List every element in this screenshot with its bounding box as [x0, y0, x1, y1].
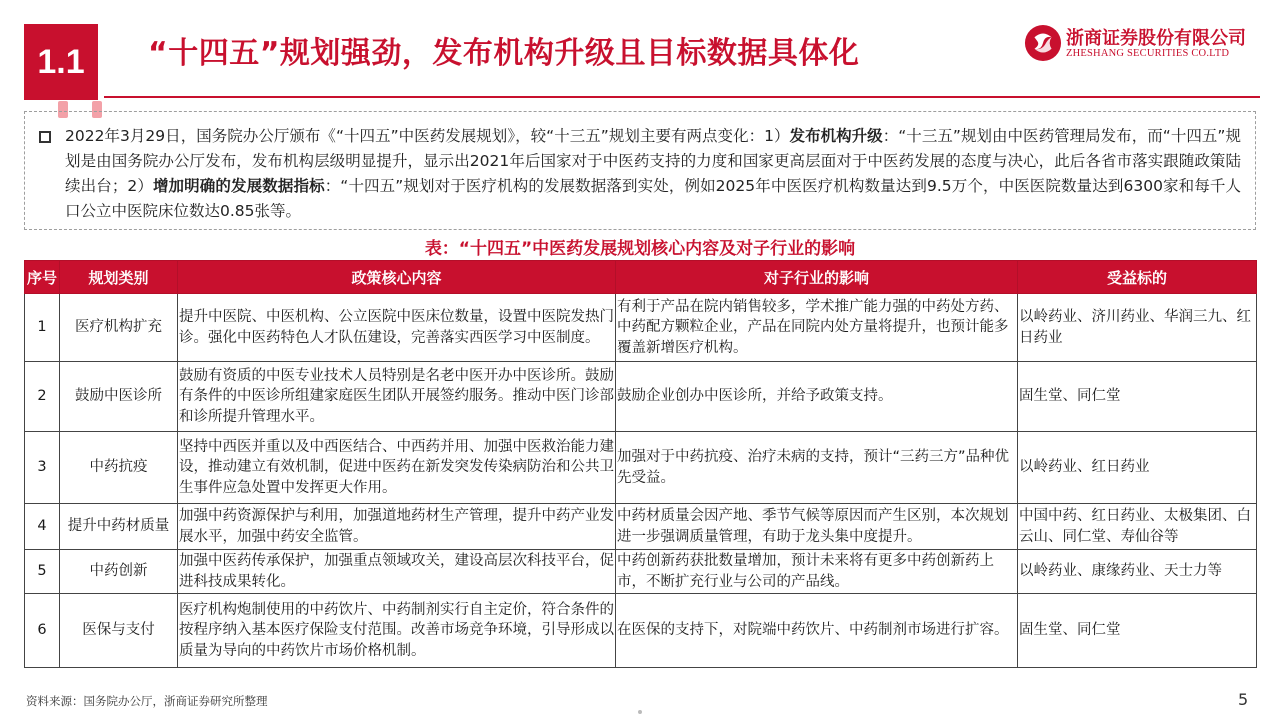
row-beneficiaries: 中国中药、红日药业、太极集团、白云山、同仁堂、寿仙谷等 — [1018, 504, 1257, 550]
row-impact: 加强对于中药抗疫、治疗未病的支持，预计“三药三方”品种优先受益。 — [616, 432, 1018, 504]
header-category: 规划类别 — [60, 261, 178, 294]
row-category: 医疗机构扩充 — [60, 294, 178, 362]
row-impact: 中药创新药获批数量增加，预计未来将有更多中药创新药上市，不断扩充行业与公司的产品线。 — [616, 550, 1018, 594]
row-num: 5 — [25, 550, 60, 594]
row-num: 2 — [25, 362, 60, 432]
table-title: 表：“十四五”中医药发展规划核心内容及对子行业的影响 — [424, 239, 856, 259]
header-beneficiaries: 受益标的 — [1018, 261, 1257, 294]
row-content: 鼓励有资质的中医专业技术人员特别是名老中医开办中医诊所。鼓励有条件的中医诊所组建家庭医生团队开展签约服务。推动中医门诊部和诊所提升管理水平。 — [178, 362, 616, 432]
row-beneficiaries: 固生堂、同仁堂 — [1018, 362, 1257, 432]
row-content: 提升中医院、中医机构、公立医院中医床位数量，设置中医院发热门诊。强化中医药特色人才队伍建设，完善落实西医学习中医制度。 — [178, 294, 616, 362]
intro-highlight-2: 增加明确的发展数据指标 — [152, 177, 325, 195]
table-row — [25, 550, 1257, 594]
header-impact: 对子行业的影响 — [616, 261, 1018, 294]
row-beneficiaries: 固生堂、同仁堂 — [1018, 594, 1257, 668]
page-title: “十四五”规划强劲，发布机构升级且目标数据具体化 — [148, 36, 860, 71]
policy-table — [24, 260, 1257, 668]
row-content: 加强中药资源保护与利用，加强道地药材生产管理，提升中药产业发展水平，加强中药安全监管。 — [178, 504, 616, 550]
zheshang-logo-icon — [1024, 24, 1062, 62]
table-row — [25, 594, 1257, 668]
row-category: 医保与支付 — [60, 594, 178, 668]
header-divider — [104, 96, 1260, 98]
table-header-row — [25, 261, 1257, 294]
row-impact: 鼓励企业创办中医诊所，并给予政策支持。 — [616, 362, 1018, 432]
page-number: 5 — [1238, 690, 1249, 709]
row-impact: 中药材质量会因产地、季节气候等原因而产生区别，本次规划进一步强调质量管理，有助于龙头集中度提升。 — [616, 504, 1018, 550]
table-row — [25, 294, 1257, 362]
intro-paragraph: 2022年3月29日，国务院办公厅颁布《“十四五”中医药发展规划》，较“十三五”规划主要有两点变化：1）发布机构升级：“十三五”规划由中医药管理局发布，而“十四五”规划是由国务院办公厅发布，发布机构层级明显提升，显示出2021年后国家对于中医药支持的力度和国家更高层面对于中医药发展的态度与决心，此后各省市落实跟随政策陆续出台；2）增加明确的发展数据指标：“十四五”规划对于医疗机构的发展数据落到实处，例如2025年中医医疗机构数量达到9.5万个，中医医院数量达到6300家和每千人口公立中医院床位数达0.85张等。 — [65, 127, 1241, 220]
source-note: 资料来源：国务院办公厅，浙商证券研究所整理 — [26, 694, 268, 708]
row-content: 坚持中西医并重以及中西医结合、中西药并用、加强中医救治能力建设，推动建立有效机制，促进中医药在新发突发传染病防治和公共卫生事件应急处置中发挥更大作用。 — [178, 432, 616, 504]
row-beneficiaries: 以岭药业、康缘药业、天士力等 — [1018, 550, 1257, 594]
row-num: 1 — [25, 294, 60, 362]
row-category: 中药抗疫 — [60, 432, 178, 504]
table-row — [25, 362, 1257, 432]
row-category: 鼓励中医诊所 — [60, 362, 178, 432]
table-row — [25, 504, 1257, 550]
row-category: 提升中药材质量 — [60, 504, 178, 550]
row-beneficiaries: 以岭药业、红日药业 — [1018, 432, 1257, 504]
row-num: 4 — [25, 504, 60, 550]
square-bullet-icon — [39, 131, 51, 143]
section-number-badge: 1.1 — [24, 24, 98, 100]
row-impact: 有利于产品在院内销售较多，学术推广能力强的中药处方药、中药配方颗粒企业，产品在同院内处方量将提升，也预计能多覆盖新增医疗机构。 — [616, 294, 1018, 362]
row-content: 加强中医药传承保护，加强重点领域攻关，建设高层次科技平台，促进科技成果转化。 — [178, 550, 616, 594]
company-logo — [1024, 22, 1260, 66]
intro-box — [24, 111, 1256, 230]
row-beneficiaries: 以岭药业、济川药业、华润三九、红日药业 — [1018, 294, 1257, 362]
row-num: 6 — [25, 594, 60, 668]
header-content: 政策核心内容 — [178, 261, 616, 294]
row-num: 3 — [25, 432, 60, 504]
row-impact: 在医保的支持下，对院端中药饮片、中药制剂市场进行扩容。 — [616, 594, 1018, 668]
header-num: 序号 — [25, 261, 60, 294]
row-content: 医疗机构炮制使用的中药饮片、中药制剂实行自主定价，符合条件的按程序纳入基本医疗保险支付范围。改善市场竞争环境，引导形成以质量为导向的中药饮片市场价格机制。 — [178, 594, 616, 668]
company-name-en: ZHESHANG SECURITIES CO.LTD — [1066, 48, 1230, 59]
company-name-cn: 浙商证券股份有限公司 — [1066, 28, 1246, 49]
intro-highlight-1: 发布机构升级 — [789, 127, 883, 145]
table-row — [25, 432, 1257, 504]
row-category: 中药创新 — [60, 550, 178, 594]
decorative-dot — [638, 710, 642, 714]
